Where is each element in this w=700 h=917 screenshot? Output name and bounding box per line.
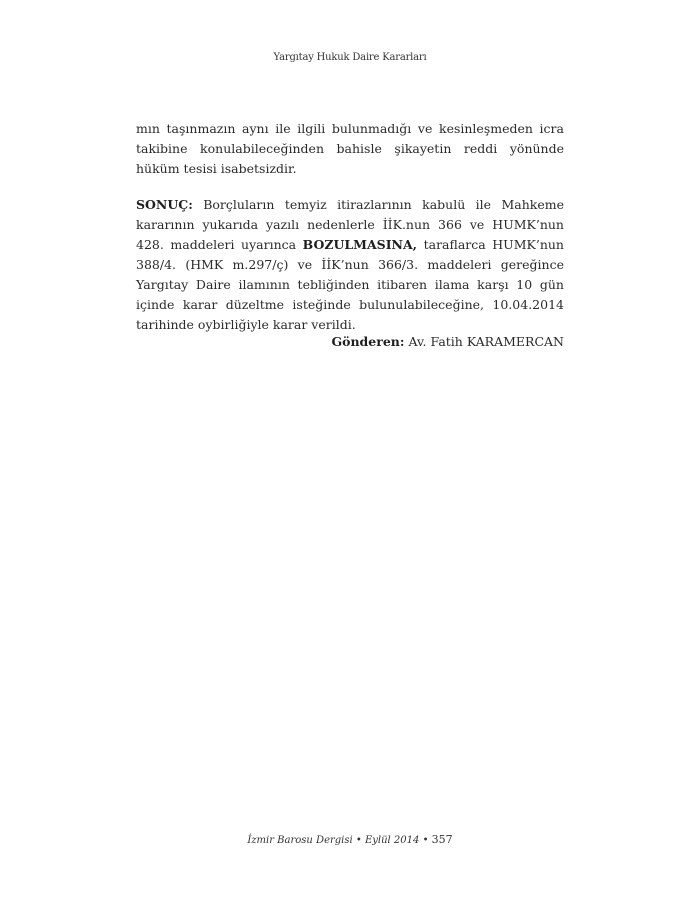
- sender-name: Av. Fatih KARAMERCAN: [404, 334, 564, 349]
- conclusion-emphasis: BOZULMASINA,: [302, 237, 418, 252]
- conclusion-text-a: Borçluların temyiz itirazlarının kabulü ile Mahkeme kararının yukarıda yazılı nedenlerle İİK.nun 366 ve HUMK’nun 428. maddeleri uyarınca: [136, 197, 564, 252]
- sender-line: [331, 334, 564, 349]
- footer-separator-2: •: [419, 835, 432, 846]
- conclusion-label: SONUÇ:: [136, 197, 193, 212]
- footer-journal: İzmir Barosu Dergisi: [247, 835, 353, 846]
- sender-label: Gönderen:: [331, 334, 405, 349]
- footer-separator-1: •: [352, 835, 365, 846]
- page-footer: [0, 833, 700, 846]
- paragraph-conclusion: [136, 195, 564, 335]
- running-header: Yargıtay Hukuk Daire Kararları: [273, 52, 427, 63]
- footer-issue: Eylül 2014: [364, 835, 420, 846]
- conclusion-text-b: taraflarca HUMK’nun 388/4. (HMK m.297/ç) ve İİK’nun 366/3. maddeleri gereğince Yargıtay Daire ilamının tebliğinden itibaren ilama karşı 10 gün içinde karar düzeltme isteğinde bulunulabileceğine, 10.04.2014 tarihinde oybirliğiyle karar verildi.: [136, 237, 564, 332]
- page-number: 357: [431, 833, 453, 846]
- paragraph-continuation: mın taşınmazın aynı ile ilgili bulunmadığı ve kesinleşmeden icra takibine konulabileceğinden bahisle şikayetin reddi yönünde hüküm tesisi isabetsizdir.: [136, 121, 564, 176]
